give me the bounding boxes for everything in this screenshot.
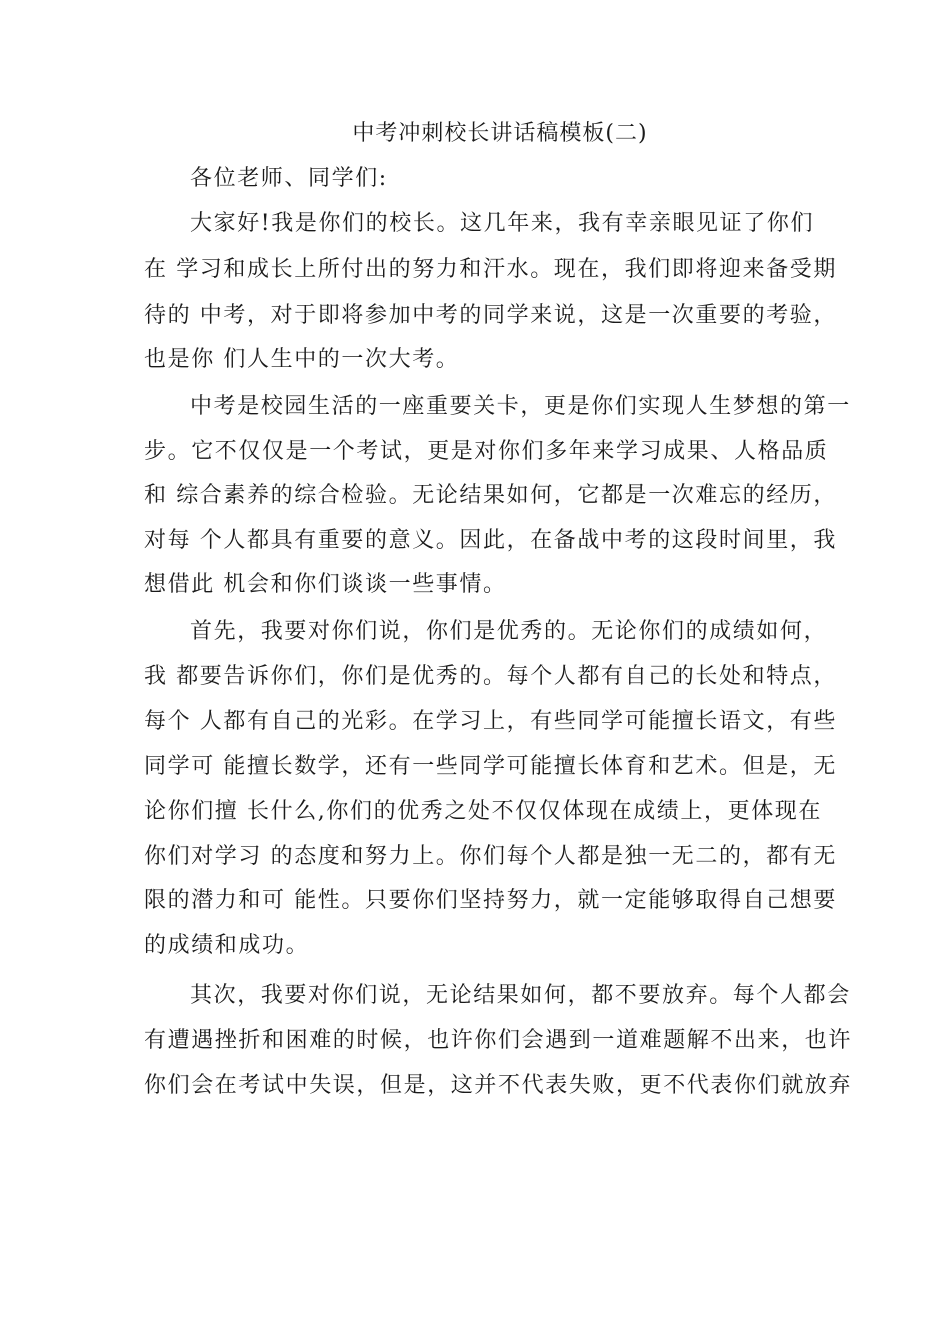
paragraph-line: 和 综合素养的综合检验。无论结果如何，它都是一次难忘的经历， [144, 483, 837, 508]
paragraph-line: 你们对学习 的态度和努力上。你们每个人都是独一无二的，都有无 [144, 844, 837, 869]
salutation: 各位老师、同学们: [190, 166, 388, 191]
paragraph-line: 待的 中考，对于即将参加中考的同学来说，这是一次重要的考验， [144, 303, 837, 328]
paragraph-line: 论你们擅 长什么,你们的优秀之处不仅仅体现在成绩上，更体现在 [144, 799, 822, 824]
paragraph-line: 步。它不仅仅是一个考试，更是对你们多年来学习成果、人格品质 [144, 439, 829, 464]
paragraph-line: 每个 人都有自己的光彩。在学习上，有些同学可能擅长语文，有些 [144, 709, 837, 734]
paragraph-line: 对每 个人都具有重要的意义。因此，在备战中考的这段时间里，我 [144, 528, 837, 553]
paragraph-line: 在 学习和成长上所付出的努力和汗水。现在，我们即将迎来备受期 [144, 257, 837, 282]
paragraph-line: 我 都要告诉你们，你们是优秀的。每个人都有自己的长处和特点， [144, 664, 837, 689]
paragraph-line: 也是你 们人生中的一次大考。 [144, 347, 460, 372]
paragraph-line: 同学可 能擅长数学，还有一些同学可能擅长体育和艺术。但是，无 [144, 754, 837, 779]
document-title: 中考冲刺校长讲话稿模板(二) [352, 121, 648, 146]
paragraph-line: 大家好!我是你们的校长。这几年来，我有幸亲眼见证了你们 [190, 211, 815, 236]
paragraph-line: 你们会在考试中失误，但是，这并不代表失败，更不代表你们就放弃 [144, 1073, 853, 1098]
paragraph-line: 的成绩和成功。 [144, 933, 310, 958]
paragraph-line: 其次，我要对你们说，无论结果如何，都不要放弃。每个人都会 [190, 983, 851, 1008]
paragraph-line: 中考是校园生活的一座重要关卡，更是你们实现人生梦想的第一 [190, 394, 851, 419]
paragraph-line: 有遭遇挫折和困难的时候，也许你们会遇到一道难题解不出来，也许 [144, 1028, 853, 1053]
paragraph-line: 首先，我要对你们说，你们是优秀的。无论你们的成绩如何， [190, 619, 828, 644]
paragraph-line: 限的潜力和可 能性。只要你们坚持努力，就一定能够取得自己想要 [144, 888, 837, 913]
paragraph-line: 想借此 机会和你们谈谈一些事情。 [144, 572, 507, 597]
